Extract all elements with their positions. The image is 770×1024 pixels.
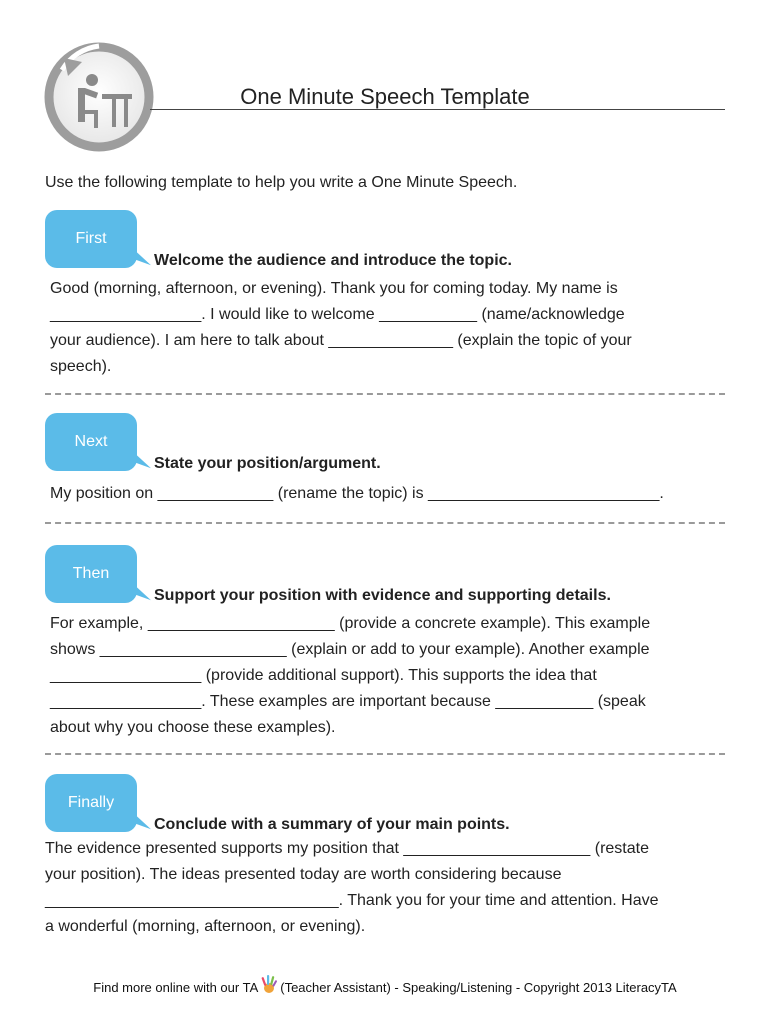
body-line: your audience). I am here to talk about ______________ (explain the topic of your [50,332,632,349]
body-line: Good (morning, afternoon, or evening). Thank you for coming today. My name is [50,280,618,297]
footer [0,974,770,996]
section-heading: Conclude with a summary of your main points. [154,816,510,833]
body-line: _________________. I would like to welcome ___________ (name/acknowledge [50,306,625,323]
page-title: One Minute Speech Template [240,84,530,109]
body-line: your position). The ideas presented today are worth considering because [45,866,562,883]
footer-suffix: (Teacher Assistant) - Speaking/Listening - Copyright 2013 LiteracyTA [280,980,677,995]
body-line: speech). [50,358,112,375]
section-label-finally [45,774,137,832]
section-heading: State your position/argument. [154,455,381,472]
section-body [50,611,730,741]
section-body [50,481,730,507]
section-label-text: First [75,230,107,247]
student-desk-circle-icon [42,38,156,152]
body-line: _________________________________. Thank you for your time and attention. Have [45,892,659,909]
section-body [50,276,730,380]
hand-logo-icon [260,974,278,996]
section-divider [45,393,725,395]
body-line: For example, _____________________ (provide a concrete example). This example [50,615,651,632]
body-line: My position on _____________ (rename the topic) is __________________________. [50,485,664,502]
body-line: The evidence presented supports my position that _____________________ (restate [45,840,649,857]
footer-prefix: Find more online with our TA [93,980,259,995]
body-line: about why you choose these examples). [50,719,336,736]
section-body [45,836,725,940]
body-line: shows _____________________ (explain or add to your example). Another example [50,641,650,658]
section-label-then [45,545,137,603]
body-line: _________________ (provide additional support). This supports the idea that [50,667,597,684]
section-heading: Welcome the audience and introduce the topic. [154,252,512,269]
section-divider [45,753,725,755]
intro-text: Use the following template to help you write a One Minute Speech. [45,174,518,191]
section-label-next [45,413,137,471]
section-divider [45,522,725,524]
body-line: a wonderful (morning, afternoon, or evening). [45,918,366,935]
body-line: _________________. These examples are important because ___________ (speak [50,693,646,710]
section-label-text: Finally [67,794,115,811]
section-label-text: Next [74,433,108,450]
section-label-text: Then [72,565,110,582]
section-heading: Support your position with evidence and supporting details. [154,587,611,604]
section-label-first [45,210,137,268]
